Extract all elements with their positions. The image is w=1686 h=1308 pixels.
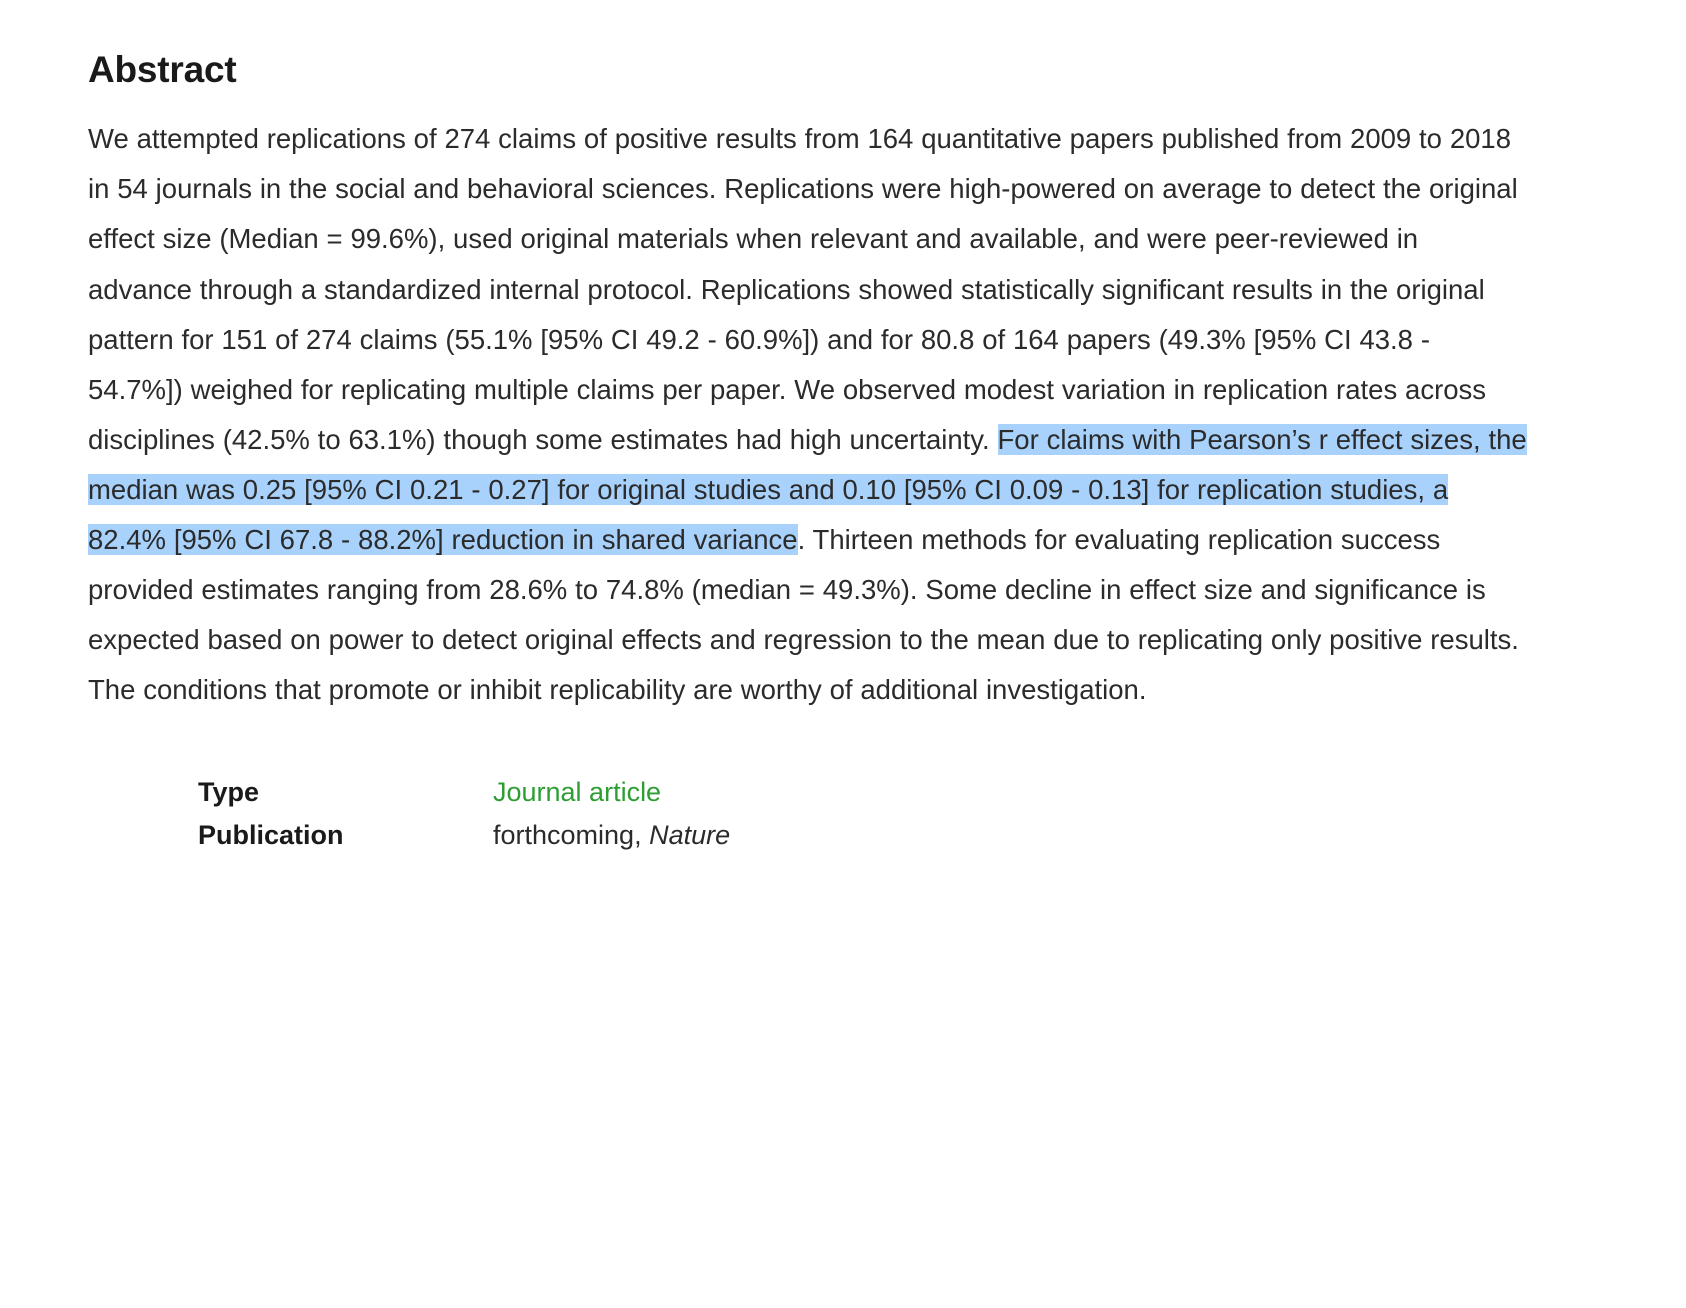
abstract-text-part-1: We attempted replications of 274 claims of positive results from 164 quantitative papers published from 2009 to 2018 in 54 journals in the social and behavioral sciences. Replications were high-powered on average to detect the original effect size (Median = 99.6%), used original materials when relevant and available, and were peer-reviewed in advance through a standardized internal protocol. Replications showed statistically significant results in the original pattern for 151 of 274 claims (55.1% [95% CI 49.2 - 60.9%]) and for 80.8 of 164 papers (49.3% [95% CI 43.8 - 54.7%]) weighed for replicating multiple claims per paper. We observed modest variation in replication rates across disciplines (42.5% to 63.1%) though some estimates had high uncertainty. — [88, 123, 1518, 455]
publication-value — [493, 820, 730, 851]
abstract-text-part-2: . Thirteen methods for evaluating replication success provided estimates ranging from 28.6% to 74.8% (median = 49.3%). Some decline in effect size and significance is expected based on power to detect original effects and regression to the mean due to replicating only positive results. The conditions that promote or inhibit replicability are worthy of additional investigation. — [88, 523, 1519, 705]
type-label: Type — [198, 776, 260, 807]
publication-metadata — [88, 777, 1596, 851]
page-title: Abstract — [88, 49, 237, 90]
highlighted-passage[interactable]: For claims with Pearson’s r effect sizes, the median was 0.25 [95% CI 0.21 - 0.27] for original studies and 0.10 [95% CI 0.09 - 0.13] for replication studies, a 82.4% [95% CI 67.8 - 88.2%] reduction in shared variance — [88, 423, 1527, 555]
abstract-paragraph — [88, 114, 1528, 715]
publication-label: Publication — [198, 819, 344, 850]
publication-status: forthcoming, — [493, 819, 650, 850]
metadata-row-publication — [198, 820, 1596, 851]
metadata-row-type — [198, 777, 1596, 808]
type-value-link[interactable]: Journal article — [493, 776, 662, 807]
publication-journal-name: Nature — [649, 819, 731, 850]
